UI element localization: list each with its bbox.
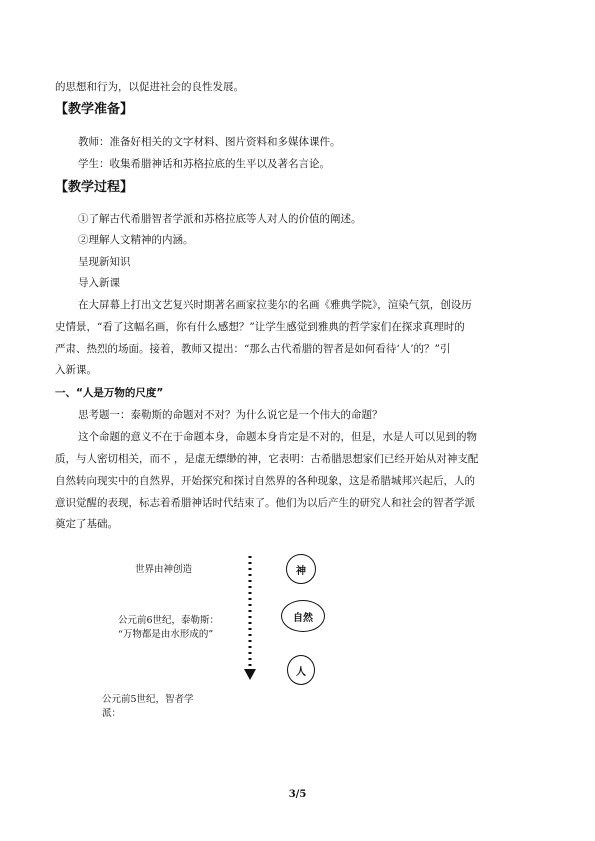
process-goal-2: ②理解人文精神的内涵。: [78, 234, 194, 246]
prep-heading: 【教学准备】: [55, 102, 134, 117]
page-number: 3/5: [288, 789, 307, 800]
diagram-label-sophists-cont: 派：: [102, 708, 122, 719]
process-para-line: 严肃、热烈的场面。接着，教师又提出：“那么古代希腊的智者是如何看待‘人’的？”引: [55, 343, 451, 355]
section-1-para-line: 这个命题的意义不在于命题本身，命题本身肯定是不对的，但是，水是人可以见到的物: [78, 431, 477, 443]
prep-student: 学生：收集希腊神话和苏格拉底的生平以及著名言论。: [78, 158, 330, 170]
process-goal-1: ①了解古代希腊智者学派和苏格拉底等人对人的价值的阐述。: [78, 213, 362, 225]
section-1-question: 思考题一：泰勒斯的命题对不对？为什么说它是一个伟大的命题？: [78, 409, 383, 421]
diagram-label-god-creation: 世界由神创造: [135, 564, 193, 575]
process-para-line: 在大屏幕上打出文艺复兴时期著名画家拉斐尔的名画《雅典学院》，渲染气氛，创设历: [78, 299, 472, 311]
section-1-para-line: 奠定了基础。: [55, 518, 118, 530]
node-nature: 自然: [281, 600, 325, 632]
section-1-para-line: 意识觉醒的表现，标志着希腊神话时代结束了。他们为以后产生的研究人和社会的智者学派: [55, 497, 475, 509]
diagram-label-thales-quote: “万物都是由水形成的”: [118, 629, 214, 640]
process-para-line: 史情景，“看了这幅名画，你有什么感想？”让学生感觉到雅典的哲学家们在探求真理时的: [55, 321, 465, 333]
process-step-1: 呈现新知识: [78, 256, 131, 268]
section-1-heading: 一、“人是万物的尺度”: [55, 387, 164, 399]
diagram-label-thales: 公元前6世纪，泰勒斯：: [118, 615, 220, 626]
node-god: 神: [286, 554, 316, 584]
prep-teacher: 教师：准备好相关的文字材料、图片资料和多媒体课件。: [78, 136, 341, 148]
process-para-line: 入新课。: [55, 364, 97, 376]
diagram-label-sophists: 公元前5世纪，智者学: [102, 694, 194, 705]
arrow-head-icon: [244, 669, 256, 680]
node-human: 人: [287, 655, 315, 685]
intro-text: 的思想和行为，以促进社会的良性发展。: [55, 81, 244, 93]
section-1-para-line: 自然转向现实中的自然界，开始探究和探讨自然界的各种现象，这是希腊城邦兴起后，人的: [55, 475, 475, 487]
section-1-para-line: 质，与人密切相关，而不 ，是虚无缥缈的神，它表明：古希腊思想家们已经开始从对神支配: [55, 453, 479, 465]
process-heading: 【教学过程】: [55, 180, 134, 195]
process-step-2: 导入新课: [78, 277, 120, 289]
